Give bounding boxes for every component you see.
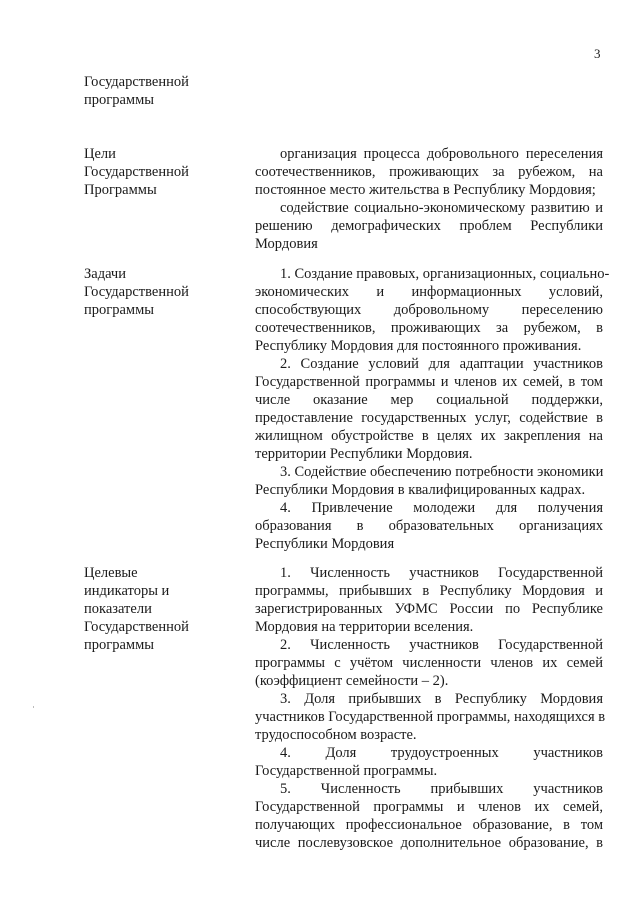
text-line: соотечественников, проживающих за рубежом, на [255,164,603,180]
text-line: Мордовия на территории вселения. [255,619,474,635]
text-line: получающих профессиональное образование, в том [255,817,603,833]
text-line: 4. Доля трудоустроенных участников [280,745,603,761]
text-line: способствующих добровольному переселению [255,302,603,318]
indicator-paragraph [230,564,603,636]
task-paragraph [230,265,610,355]
label-line: программы [84,637,154,653]
text-line: 2. Численность участников Государственной [280,637,603,653]
indicator-paragraph [230,744,603,780]
indicator-paragraph [230,636,603,690]
text-line: решению демографических проблем Республики [255,218,603,234]
row-label-program-title [84,73,219,109]
text-line: участников Государственной программы, находящихся в [255,709,606,725]
goal-paragraph [230,199,603,253]
text-line: трудоспособном возрасте. [255,727,417,743]
text-line: 5. Численность прибывших участников [280,781,603,797]
label-line: Целевые [84,565,138,581]
text-line: зарегистрированных УФМС России по Республике [255,601,603,617]
label-line: индикаторы и [84,583,170,599]
text-line: 3. Содействие обеспечению потребности экономики [280,464,604,480]
label-line: Государственной [84,74,189,90]
tasks-content [230,265,610,553]
row-label-tasks [84,265,219,319]
text-line: числе оказание мер социальной поддержки, [255,392,603,408]
text-line: Республики Мордовия в квалифицированных кадрах. [255,482,586,498]
task-paragraph [230,463,603,499]
label-line: Государственной [84,284,189,300]
label-line: Программы [84,182,157,198]
label-line: программы [84,92,154,108]
text-line: 4. Привлечение молодежи для получения [280,500,603,516]
text-line: Мордовия [255,236,318,252]
text-line: программы с учётом численности членов их семей [255,655,603,671]
text-line: числе послевузовское дополнительное образование, в [255,835,603,851]
goals-content [230,145,603,253]
text-line: Государственной программы. [255,763,438,779]
text-line: 1. Создание правовых, организационных, социально- [280,266,610,282]
label-line: программы [84,302,154,318]
row-label-goals [84,145,219,199]
indicator-paragraph [230,690,606,744]
task-paragraph [230,355,603,463]
goal-paragraph [230,145,603,199]
page-number: 3 [594,46,601,61]
text-line: соотечественников, проживающих за рубежом, в [255,320,603,336]
label-line: Задачи [84,266,126,282]
indicators-content [230,564,606,852]
text-line: содействие социально-экономическому развитию и [280,200,603,216]
text-line: экономических и информационных условий, [255,284,603,300]
text-line: Республики Мордовия [255,536,395,552]
text-line: Республику Мордовия для постоянного проживания. [255,338,582,354]
text-line: жилищном обустройстве в целях их закрепления на [255,428,603,444]
text-line: 2. Создание условий для адаптации участников [280,356,603,372]
row-label-indicators [84,564,219,654]
text-line: предоставление государственных услуг, содействие в [255,410,603,426]
task-paragraph [230,499,603,553]
label-line: показатели [84,601,152,617]
label-line: Цели [84,146,116,162]
text-line: программы, прибывших в Республику Мордовия и [255,583,603,599]
text-line: 1. Численность участников Государственной [280,565,603,581]
text-line: (коэффициент семейности – 2). [255,673,449,689]
scan-speck [33,706,34,708]
label-line: Государственной [84,619,189,635]
text-line: 3. Доля прибывших в Республику Мордовия [280,691,603,707]
text-line: постоянное место жительства в Республику Мордовия; [255,182,596,198]
text-line: организация процесса добровольного переселения [280,146,603,162]
text-line: территории Республики Мордовия. [255,446,473,462]
text-line: Государственной программы и членов их семей, [255,799,603,815]
label-line: Государственной [84,164,189,180]
text-line: образования в образовательных организациях [255,518,603,534]
indicator-paragraph [230,780,603,852]
text-line: Государственной программы и членов их семей, в том [255,374,603,390]
